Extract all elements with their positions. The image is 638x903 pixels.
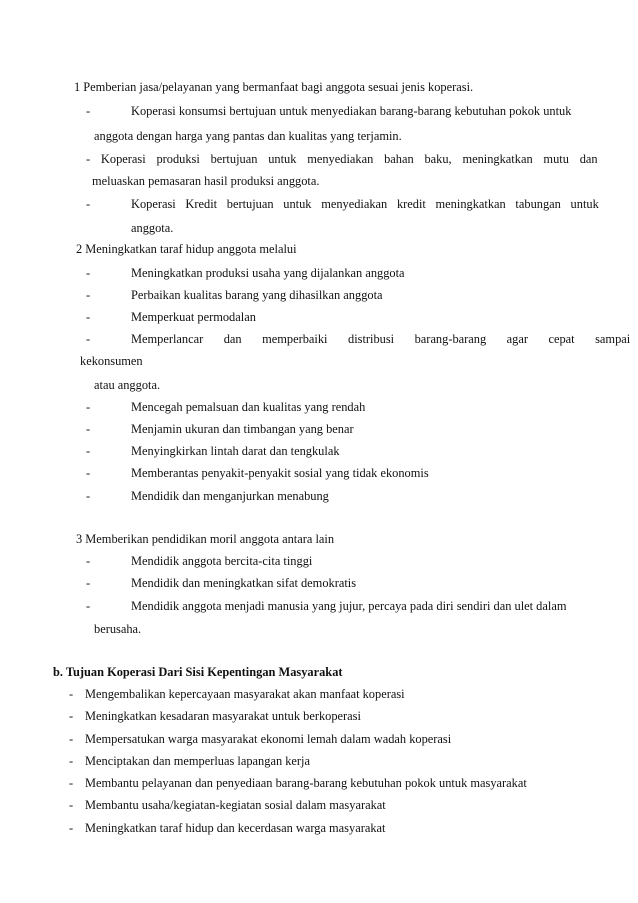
- list-item-text: Membantu pelayanan dan penyediaan barang-barang kebutuhan pokok untuk masyarakat: [85, 776, 527, 790]
- list-dash: -: [86, 197, 91, 211]
- list-item-text: Mencegah pemalsuan dan kualitas yang rendah: [131, 400, 366, 414]
- list-item-text: Mendidik anggota bercita-cita tinggi: [131, 554, 313, 568]
- list-item-text: Mempersatukan warga masyarakat ekonomi lemah dalam wadah koperasi: [85, 732, 452, 746]
- list-item-text: Memberantas penyakit-penyakit sosial yang tidak ekonomis: [131, 466, 429, 480]
- list-item-text: Mendidik anggota menjadi manusia yang jujur, percaya pada diri sendiri dan ulet dalam: [131, 599, 567, 613]
- section-b-heading: b. Tujuan Koperasi Dari Sisi Kepentingan Masyarakat: [53, 665, 343, 679]
- section-2-heading: 2 Meningkatkan taraf hidup anggota melalui: [76, 242, 297, 256]
- list-dash: -: [86, 288, 91, 302]
- list-dash: -: [86, 332, 91, 346]
- list-dash: -: [86, 466, 91, 480]
- list-dash: -: [86, 400, 91, 414]
- list-dash: -: [86, 422, 91, 436]
- list-dash: -: [69, 687, 74, 701]
- list-item-text: Membantu usaha/kegiatan-kegiatan sosial dalam masyarakat: [85, 798, 386, 812]
- list-item-text: Koperasi Kredit bertujuan untuk menyediakan kredit meningkatkan tabungan untuk: [131, 197, 599, 211]
- list-item-text: Koperasi konsumsi bertujuan untuk menyediakan barang-barang kebutuhan pokok untuk: [131, 104, 572, 118]
- list-item-text: Mengembalikan kepercayaan masyarakat akan manfaat koperasi: [85, 687, 405, 701]
- list-dash: -: [86, 489, 91, 503]
- list-item-text: Menciptakan dan memperluas lapangan kerja: [85, 754, 311, 768]
- list-item-text: Meningkatkan kesadaran masyarakat untuk berkoperasi: [85, 709, 361, 723]
- list-item-continuation: anggota.: [131, 221, 174, 235]
- list-item-text: Meningkatkan taraf hidup dan kecerdasan warga masyarakat: [85, 821, 386, 835]
- list-dash: -: [69, 776, 74, 790]
- list-dash: -: [69, 821, 74, 835]
- list-item-text: Memperkuat permodalan: [131, 310, 256, 324]
- list-item-continuation: kekonsumen: [80, 354, 143, 368]
- list-item-continuation: anggota dengan harga yang pantas dan kualitas yang terjamin.: [94, 129, 402, 143]
- list-dash: -: [69, 732, 74, 746]
- list-item-text: Memperlancar dan memperbaiki distribusi barang-barang agar cepat sampai: [131, 332, 631, 346]
- justified-line: - Koperasi produksi bertujuan untuk menyediakan bahan baku, meningkatkan mutu dan: [86, 152, 598, 166]
- list-item-text: Mendidik dan meningkatkan sifat demokratis: [131, 576, 357, 590]
- list-item-continuation: berusaha.: [94, 622, 142, 636]
- section-3-heading: 3 Memberikan pendidikan moril anggota antara lain: [76, 532, 335, 546]
- list-dash: -: [86, 599, 91, 613]
- list-dash: -: [86, 576, 91, 590]
- list-item-justified: [86, 151, 598, 167]
- list-dash: -: [86, 266, 91, 280]
- list-item-continuation: meluaskan pemasaran hasil produksi anggota.: [92, 174, 320, 188]
- list-dash: -: [86, 444, 91, 458]
- list-dash: -: [86, 310, 91, 324]
- list-dash: -: [69, 709, 74, 723]
- list-dash: -: [86, 104, 91, 118]
- list-dash: -: [69, 754, 74, 768]
- list-dash: -: [86, 554, 91, 568]
- list-item-text: Perbaikan kualitas barang yang dihasilkan anggota: [131, 288, 383, 302]
- list-item-text: Meningkatkan produksi usaha yang dijalankan anggota: [131, 266, 405, 280]
- list-item-continuation: atau anggota.: [94, 378, 161, 392]
- list-dash: -: [69, 798, 74, 812]
- section-1-heading: 1 Pemberian jasa/pelayanan yang bermanfaat bagi anggota sesuai jenis koperasi.: [74, 80, 474, 94]
- list-item-text: Menjamin ukuran dan timbangan yang benar: [131, 422, 354, 436]
- list-item-text: Mendidik dan menganjurkan menabung: [131, 489, 329, 503]
- list-item-text: Menyingkirkan lintah darat dan tengkulak: [131, 444, 340, 458]
